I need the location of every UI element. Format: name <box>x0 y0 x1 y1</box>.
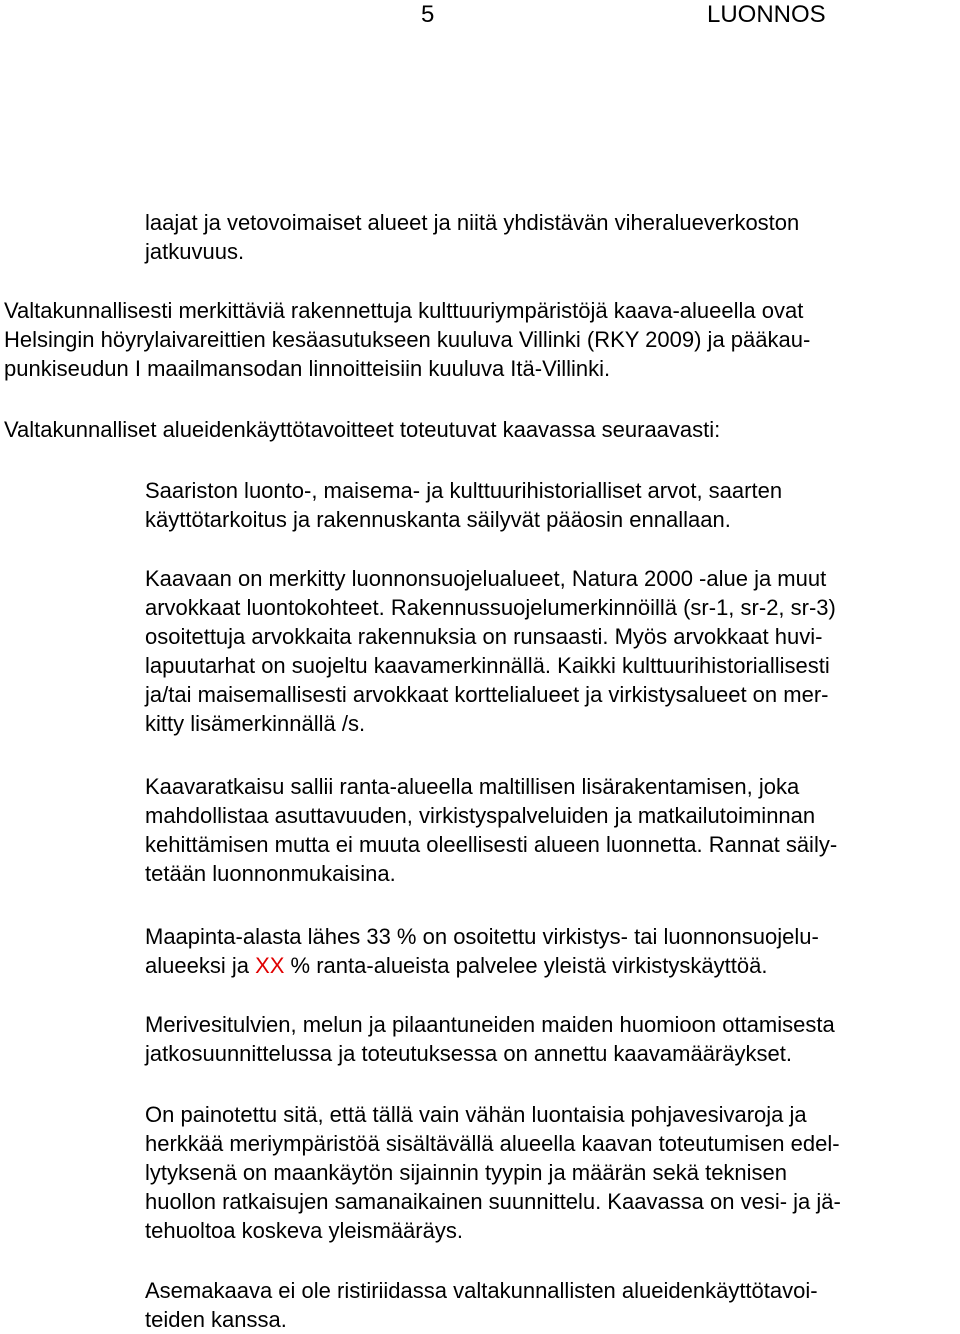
document-status: LUONNOS <box>707 1 826 28</box>
text-line: mahdollistaa asuttavuuden, virkistyspalveluiden ja matkailutoiminnan <box>145 803 816 828</box>
text-line: kehittämisen mutta ei muuta oleellisesti alueen luonnetta. Rannat säily- <box>145 832 838 857</box>
text-line: lapuutarhat on suojeltu kaavamerkinnällä. Kaikki kulttuurihistoriallisesti <box>145 653 830 678</box>
text-line <box>145 951 819 980</box>
text-line: osoitettuja arvokkaita rakennuksia on runsaasti. Myös arvokkaat huvi- <box>145 624 823 649</box>
text-line: Merivesitulvien, melun ja pilaantuneiden maiden huomioon ottamisesta <box>145 1012 835 1037</box>
page-number: 5 <box>421 1 435 28</box>
text-line: jatkosuunnittelussa ja toteutuksessa on annettu kaavamääräykset. <box>145 1041 792 1066</box>
text-line: Valtakunnalliset alueidenkäyttötavoitteet toteutuvat kaavassa seuraavasti: <box>4 417 721 442</box>
paragraph-1 <box>145 208 799 266</box>
text-line: tehuoltoa koskeva yleismääräys. <box>145 1218 463 1243</box>
text-line: herkkää meriympäristöä sisältävällä alueella kaavan toteutumisen edel- <box>145 1131 840 1156</box>
text-line: Kaavaan on merkitty luonnonsuojelualueet, Natura 2000 -alue ja muut <box>145 566 827 591</box>
text-line: kitty lisämerkinnällä /s. <box>145 711 366 736</box>
paragraph-kaavaratkaisu <box>145 772 837 888</box>
paragraph-vat-intro <box>4 415 720 444</box>
text-line: Saariston luonto-, maisema- ja kulttuurihistorialliset arvot, saarten <box>145 478 783 503</box>
paragraph-suojelu <box>145 564 836 738</box>
text-line: tetään luonnonmukaisina. <box>145 861 396 886</box>
text-line: On painotettu sitä, että tällä vain vähän luontaisia pohjavesivaroja ja <box>145 1102 807 1127</box>
text-line: laajat ja vetovoimaiset alueet ja niitä yhdistävän viheralueverkoston <box>145 210 800 235</box>
text-line: jatkuvuus. <box>145 239 245 264</box>
text-line: punkiseudun I maailmansodan linnoitteisiin kuuluva Itä-Villinki. <box>4 356 611 381</box>
paragraph-pohjavesi <box>145 1100 841 1245</box>
text-line: arvokkaat luontokohteet. Rakennussuojelumerkinnöillä (sr-1, sr-2, sr-3) <box>145 595 836 620</box>
text-line: Asemakaava ei ole ristiriidassa valtakunnallisten alueidenkäyttötavoi- <box>145 1278 818 1303</box>
text-line: huollon ratkaisujen samanaikainen suunnittelu. Kaavassa on vesi- ja jä- <box>145 1189 841 1214</box>
text-line: Helsingin höyrylaivareittien kesäasutukseen kuuluva Villinki (RKY 2009) ja pääkau- <box>4 327 811 352</box>
paragraph-ristiriita <box>145 1276 818 1334</box>
text-line: lytyksenä on maankäytön sijainnin tyypin ja määrän sekä teknisen <box>145 1160 788 1185</box>
text-line: Maapinta-alasta lähes 33 % on osoitettu virkistys- tai luonnonsuojelu- <box>145 924 819 949</box>
text-line: ja/tai maisemallisesti arvokkaat korttelialueet ja virkistysalueet on mer- <box>145 682 829 707</box>
paragraph-saaristo <box>145 476 782 534</box>
text-line: Kaavaratkaisu sallii ranta-alueella maltillisen lisärakentamisen, joka <box>145 774 800 799</box>
text-line: käyttötarkoitus ja rakennuskanta säilyvät pääosin ennallaan. <box>145 507 731 532</box>
placeholder-highlight: XX <box>255 953 285 978</box>
paragraph-rky <box>4 296 810 383</box>
text-segment: alueeksi ja <box>145 953 256 978</box>
text-line: teiden kanssa. <box>145 1307 287 1332</box>
paragraph-merivesitulvat <box>145 1010 835 1068</box>
paragraph-maapinta-ala <box>145 922 819 980</box>
text-line: Valtakunnallisesti merkittäviä rakennettuja kulttuuriympäristöjä kaava-alueella ovat <box>4 298 804 323</box>
text-segment: % ranta-alueista palvelee yleistä virkistyskäyttöä. <box>284 953 768 978</box>
